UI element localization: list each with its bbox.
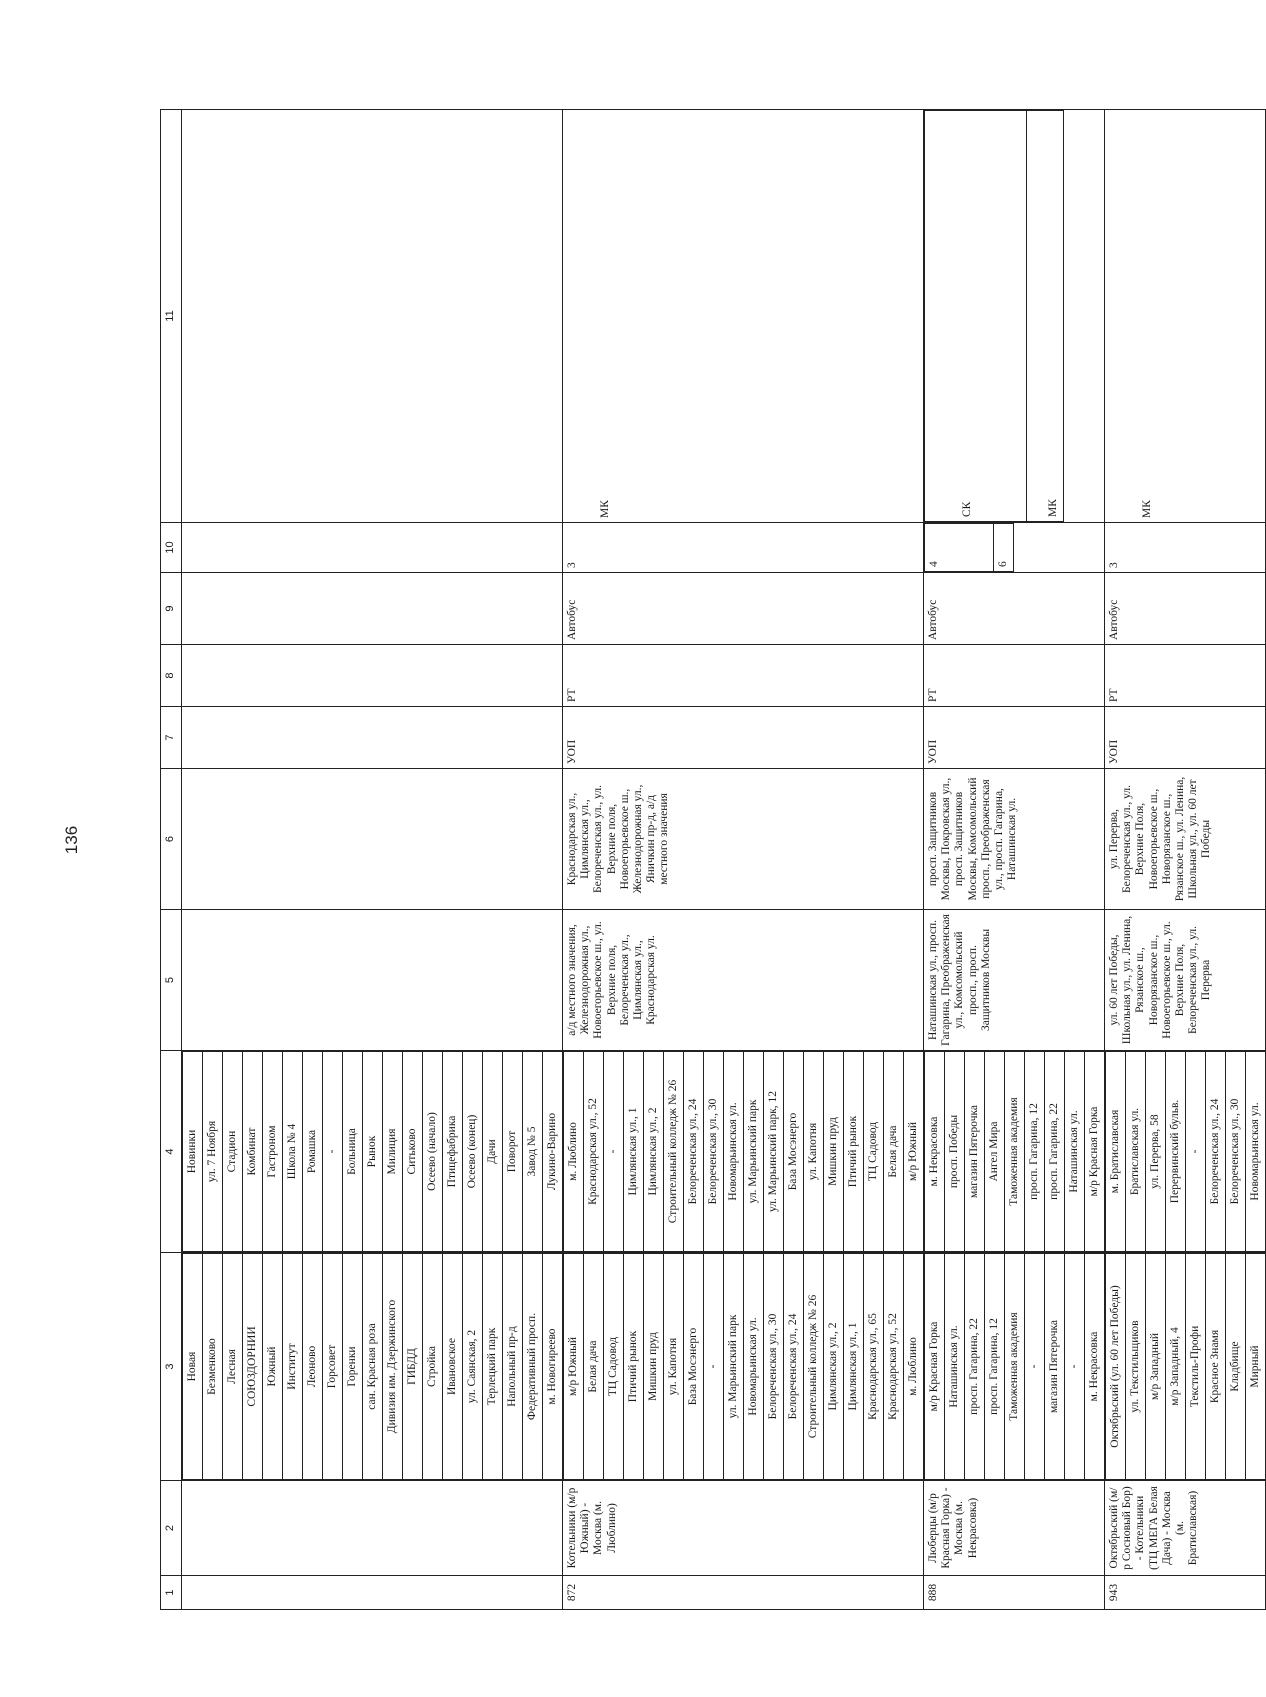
route-number: 872 (563, 1576, 924, 1610)
stop-item: ГИБДД (403, 1254, 423, 1480)
route-row-888 (924, 110, 1105, 1610)
stop-item: Братиславская ул. (1126, 1052, 1146, 1252)
stop-item: ТЦ Садовод (604, 1254, 624, 1480)
stop-item: Новомарьинская ул. (724, 1052, 744, 1252)
stop-item: Рынок (363, 1052, 383, 1252)
route-stops-to (1105, 1051, 1266, 1253)
route-col-10 (924, 523, 1105, 573)
stop-item: Поворот (503, 1052, 523, 1252)
route-streets-from: Наташинская ул., просп. Гагарина, Преображенская ул., Комсомольский просп., просп. Защитников Москвы (924, 910, 1105, 1051)
stop-item: Цимлянская ул., 2 (644, 1052, 664, 1252)
route-col-11-b: МК (1027, 111, 1064, 522)
stop-item: База Мосэнерго (784, 1052, 804, 1252)
header-col-10: 10 (161, 523, 182, 573)
route-col-11: МК (1105, 110, 1266, 523)
header-row (161, 110, 182, 1610)
stop-item: - (323, 1052, 343, 1252)
stop-item: ул. Капотня (664, 1254, 684, 1480)
stop-item: Белореченская ул., 24 (784, 1254, 804, 1480)
stop-item: - (604, 1052, 624, 1252)
stop-item: Лесная (223, 1254, 243, 1480)
stop-item: - (704, 1254, 724, 1480)
stop-item: Стройка (423, 1254, 443, 1480)
route-row-943 (1105, 110, 1266, 1610)
stop-item: магазин Пятерочка (1045, 1254, 1065, 1480)
stop-item: Белореченская ул., 30 (704, 1052, 724, 1252)
route-streets-to: просп. Защитников Москвы, Покровская ул., просп. Защитников Москвы, Комсомольский просп., Преображенская ул., просп. Гагарина, Наташинская ул. (924, 769, 1105, 910)
rotated-page (160, 110, 1261, 1610)
stop-item: Мишкин пруд (644, 1254, 664, 1480)
route-name: Люберцы (м/р Красная Горка) - Москва (м. Некрасовка) (924, 1481, 1105, 1576)
stop-item: Осеево (начало) (423, 1052, 443, 1252)
stop-item: Белая дача (884, 1052, 904, 1252)
route-col-9: Автобус (1105, 573, 1266, 645)
route-number: 888 (924, 1576, 1105, 1610)
route-col-8: РТ (924, 645, 1105, 707)
stop-item: ул. Марьинский парк (724, 1254, 744, 1480)
continuation-stops-from (182, 1253, 563, 1481)
route-col-10-a: 4 (925, 524, 994, 572)
route-stops-from (563, 1253, 924, 1481)
stop-item: Цимлянская ул., 1 (844, 1254, 864, 1480)
stop-item: Птичий рынок (844, 1052, 864, 1252)
stop-item: Краснодарская ул., 65 (864, 1254, 884, 1480)
route-name: Октябрьский (м/р Сосновый Бор) - Котельники (ТЦ МЕГА Белая Дача) - Москва (м. Братиславская) (1105, 1481, 1266, 1576)
stop-item: м/р Западный, 4 (1166, 1254, 1186, 1480)
stop-item: Цимлянская ул., 1 (624, 1052, 644, 1252)
stop-item: просп. Гагарина, 22 (965, 1254, 985, 1480)
stop-item: Лукино-Варино (543, 1052, 563, 1252)
stop-item: Новомарьинская ул. (1246, 1052, 1266, 1252)
stop-item: Краснодарская ул., 52 (884, 1254, 904, 1480)
stop-item: Октябрьский (ул. 60 лет Победы) (1106, 1254, 1126, 1480)
route-col-10-b: 6 (994, 524, 1014, 572)
stop-item: м/р Красная Горка (1085, 1052, 1105, 1252)
stop-item: м/р Южный (904, 1052, 924, 1252)
stop-item: Напольный пр-д (503, 1254, 523, 1480)
stop-item: Наташинская ул. (1065, 1052, 1085, 1252)
routes-table (160, 109, 1266, 1610)
stop-item: Новая (183, 1254, 203, 1480)
route-number: 943 (1105, 1576, 1266, 1610)
stop-item: Школа № 4 (283, 1052, 303, 1252)
route-col-7: УОП (563, 707, 924, 769)
header-col-9: 9 (161, 573, 182, 645)
route-col-9: Автобус (563, 573, 924, 645)
stop-item: магазин Пятерочка (965, 1052, 985, 1252)
stop-item: просп. Победы (945, 1052, 965, 1252)
stop-item: ТЦ Садовод (864, 1052, 884, 1252)
stop-item: Мишкин пруд (824, 1052, 844, 1252)
stop-item: Федеративный просп. (523, 1254, 543, 1480)
route-col-7: УОП (1105, 707, 1266, 769)
stop-item: м/р Красная Горка (925, 1254, 945, 1480)
header-col-5: 5 (161, 910, 182, 1051)
route-col-10: 3 (1105, 523, 1266, 573)
stop-item: Таможенная академия (1005, 1254, 1025, 1480)
stop-item: м. Братиславская (1106, 1052, 1126, 1252)
header-col-3: 3 (161, 1253, 182, 1481)
stop-item: м. Новогиреево (543, 1254, 563, 1480)
stop-item: Белореченская ул., 30 (1226, 1052, 1246, 1252)
stop-item: Милиция (383, 1052, 403, 1252)
route-name: Котельники (м/р Южный) - Москва (м. Люблино) (563, 1481, 924, 1576)
stop-item: Белая дача (584, 1254, 604, 1480)
header-col-6: 6 (161, 769, 182, 910)
route-row-872 (563, 110, 924, 1610)
stop-item: Красное Знамя (1206, 1254, 1226, 1480)
header-col-7: 7 (161, 707, 182, 769)
stop-item: - (1025, 1254, 1045, 1480)
stop-item: Завод № 5 (523, 1052, 543, 1252)
route-col-11: МК (563, 110, 924, 523)
route-streets-to: ул. Перерва, Белореченская ул., ул. Верхние Поля, Новоегорьевское ш., Новорязанское ш., Рязанское ш., ул. Ленина, Школьная ул., ул. 60 лет Победы (1105, 769, 1266, 910)
stop-item: просп. Гагарина, 12 (985, 1254, 1005, 1480)
page-number: 136 (62, 825, 81, 855)
route-streets-from: а/д местного значения, Железнодорожная ул., Новоегорьевское ш., ул. Верхние поля, Белореченская ул., Цимлянская ул., Краснодарская ул. (563, 910, 924, 1051)
stop-item: Цимлянская ул., 2 (824, 1254, 844, 1480)
stop-item: Осеево (конец) (463, 1052, 483, 1252)
stop-item: Строительный колледж № 26 (804, 1254, 824, 1480)
stop-item: ул. Марьинский парк, 12 (764, 1052, 784, 1252)
route-stops-from (924, 1253, 1105, 1481)
stop-item: Гастроном (263, 1052, 283, 1252)
stop-item: ул. 7 Ноября (203, 1052, 223, 1252)
stop-item: Новинки (183, 1052, 203, 1252)
route-col-10: 3 (563, 523, 924, 573)
stop-item: Леоново (303, 1254, 323, 1480)
stop-item: сан. Красная роза (363, 1254, 383, 1480)
stop-item: Горенки (343, 1254, 363, 1480)
stop-item: Наташинская ул. (945, 1254, 965, 1480)
stop-item: СОЮЗДОРНИИ (243, 1254, 263, 1480)
stop-item: Строительный колледж № 26 (664, 1052, 684, 1252)
stop-item: Птичий рынок (624, 1254, 644, 1480)
stop-item: ул. Марьинский парк (744, 1052, 764, 1252)
route-col-8: РТ (1105, 645, 1266, 707)
stop-item: Белореченская ул., 24 (1206, 1052, 1226, 1252)
header-col-1: 1 (161, 1576, 182, 1610)
stop-item: Ангел Мира (985, 1052, 1005, 1252)
stop-item: ул. Текстильщиков (1126, 1254, 1146, 1480)
stop-item: Стадион (223, 1052, 243, 1252)
continuation-row (182, 110, 563, 1610)
stop-item: База Мосэнерго (684, 1254, 704, 1480)
stop-item: Терлецкий парк (483, 1254, 503, 1480)
stop-item: Белореченская ул., 30 (764, 1254, 784, 1480)
header-col-4: 4 (161, 1051, 182, 1253)
stop-item: Дивизия им. Дзержинского (383, 1254, 403, 1480)
stop-item: ул. Саянская, 2 (463, 1254, 483, 1480)
route-col-8: РТ (563, 645, 924, 707)
stop-item: Горсовет (323, 1254, 343, 1480)
stop-item: Институт (283, 1254, 303, 1480)
route-col-11-a: СК (925, 111, 1027, 522)
stop-item: Кладбище (1226, 1254, 1246, 1480)
route-streets-from: ул. 60 лет Победы, Школьная ул., ул. Ленина, Рязанское ш., Новорязанское ш., Новоегорьевское ш., ул. Верхние Поля, Белореченская ул., ул. Перерва (1105, 910, 1266, 1051)
stop-item: - (1186, 1052, 1206, 1252)
stop-item: Ромашка (303, 1052, 323, 1252)
stop-item: Текстиль-Профи (1186, 1254, 1206, 1480)
stop-item: Безменково (203, 1254, 223, 1480)
stop-item: Краснодарская ул., 52 (584, 1052, 604, 1252)
stop-item: м. Люблино (904, 1254, 924, 1480)
stop-item: Ситьково (403, 1052, 423, 1252)
route-streets-to: Краснодарская ул., Цимлянская ул., Белореченская ул., ул. Верхние поля, Новоегорьевское ш., Железнодорожная ул., Яничкин пр-д, а/д местного значения (563, 769, 924, 910)
stop-item: просп. Гагарина, 12 (1025, 1052, 1045, 1252)
stop-item: Дачи (483, 1052, 503, 1252)
stop-item: м. Некрасовка (1085, 1254, 1105, 1480)
stop-item: Птицефабрика (443, 1052, 463, 1252)
route-stops-from (1105, 1253, 1266, 1481)
route-stops-to (924, 1051, 1105, 1253)
stop-item: Мирный (1246, 1254, 1266, 1480)
stop-item: м. Некрасовка (925, 1052, 945, 1252)
stop-item: просп. Гагарина, 22 (1045, 1052, 1065, 1252)
stop-item: Комбинат (243, 1052, 263, 1252)
stop-item: Таможенная академия (1005, 1052, 1025, 1252)
stop-item: Больница (343, 1052, 363, 1252)
stop-item: - (1065, 1254, 1085, 1480)
stop-item: м/р Западный (1146, 1254, 1166, 1480)
stop-item: м/р Южный (564, 1254, 584, 1480)
route-stops-to (563, 1051, 924, 1253)
stop-item: Перервинский бульв. (1166, 1052, 1186, 1252)
header-col-8: 8 (161, 645, 182, 707)
stop-item: Южный (263, 1254, 283, 1480)
route-col-7: УОП (924, 707, 1105, 769)
route-col-11 (924, 110, 1105, 523)
stop-item: Ивановское (443, 1254, 463, 1480)
stop-item: Белореченская ул., 24 (684, 1052, 704, 1252)
stop-item: ул. Перерва, 58 (1146, 1052, 1166, 1252)
stop-item: ул. Капотня (804, 1052, 824, 1252)
stop-item: м. Люблино (564, 1052, 584, 1252)
continuation-stops-to (182, 1051, 563, 1253)
header-col-11: 11 (161, 110, 182, 523)
header-col-2: 2 (161, 1481, 182, 1576)
route-col-9: Автобус (924, 573, 1105, 645)
stop-item: Новомарьинская ул. (744, 1254, 764, 1480)
